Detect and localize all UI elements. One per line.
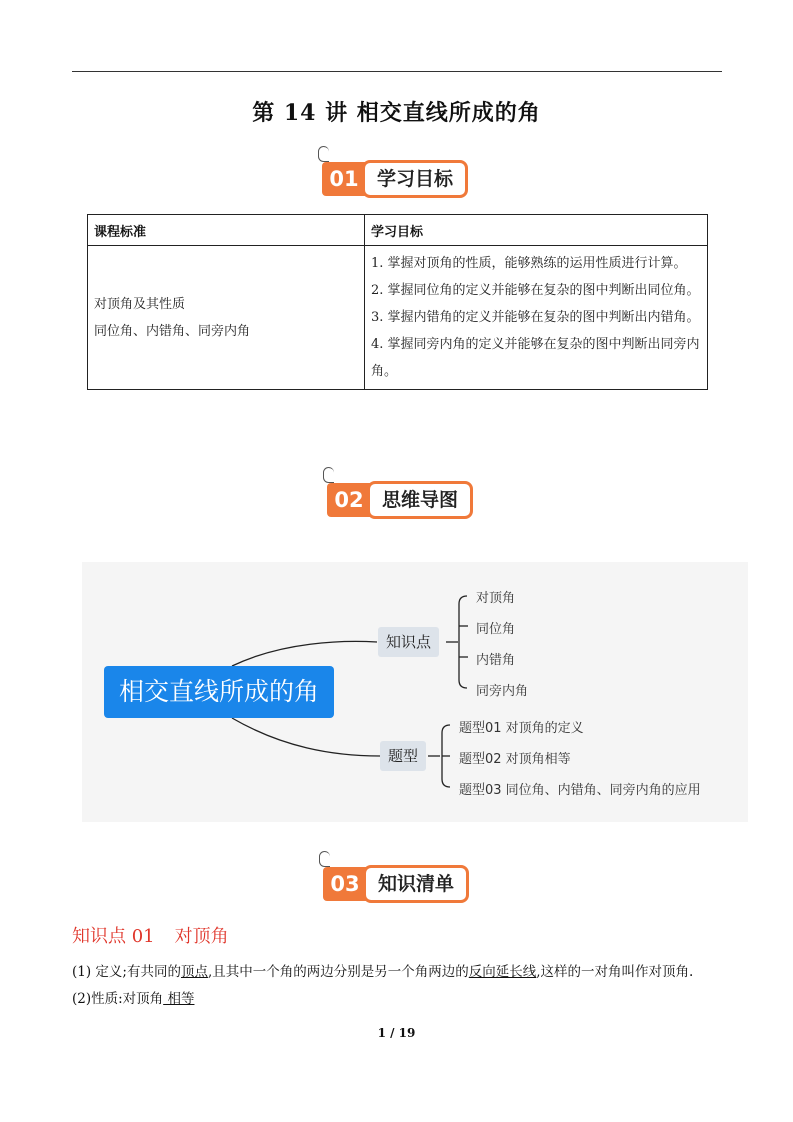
section-label: 学习目标 [362, 160, 468, 198]
goal-item: 4. 掌握同旁内角的定义并能够在复杂的图中判断出同旁内角。 [371, 337, 700, 379]
text: ,这样的一对角叫作对顶角. [536, 964, 694, 980]
mind-map-leaf: 题型01 对顶角的定义 [459, 721, 584, 736]
underlined-term: 相等 [163, 991, 195, 1007]
page-number: 1 / 19 [377, 1026, 416, 1040]
table-header: 学习目标 [365, 215, 708, 246]
mind-map-leaf: 题型02 对顶角相等 [459, 752, 571, 767]
hook-icon [323, 467, 334, 483]
section-label: 思维导图 [367, 481, 473, 519]
knowledge-point-title [72, 922, 249, 948]
mind-map-leaf: 内错角 [476, 653, 516, 668]
page-title: 第 14 讲 相交直线所成的角 [252, 100, 541, 126]
table-header: 课程标准 [88, 215, 365, 246]
goal-item: 1. 掌握对顶角的性质，能够熟练的运用性质进行计算。 [371, 256, 687, 271]
knowledge-point-number: 知识点 01 [72, 926, 155, 947]
table-row [88, 246, 708, 390]
standard-item: 对顶角及其性质 [94, 296, 186, 312]
mind-map-root: 相交直线所成的角 [104, 666, 334, 718]
goal-item: 2. 掌握同位角的定义并能够在复杂的图中判断出同位角。 [371, 283, 700, 298]
mind-map-leaf: 同位角 [476, 622, 516, 637]
mind-map-leaf: 题型03 同位角、内错角、同旁内角的应用 [459, 783, 701, 798]
text: (2)性质:对顶角 [72, 991, 164, 1007]
standards-cell [88, 246, 365, 390]
mind-map [82, 562, 748, 822]
property-paragraph [72, 987, 194, 1007]
header-rule [72, 71, 722, 72]
underlined-term: 反向延长线 [468, 964, 537, 980]
goal-item: 3. 掌握内错角的定义并能够在复杂的图中判断出内错角。 [371, 310, 700, 325]
hook-icon [318, 146, 329, 162]
table-header-row [88, 215, 708, 246]
mind-map-leaf: 同旁内角 [476, 684, 529, 699]
section-number: 02 [327, 483, 371, 517]
text: (1) 定义;有共同的 [72, 964, 181, 980]
section-number: 03 [323, 867, 367, 901]
mind-map-branch: 知识点 [378, 627, 439, 657]
goals-table [87, 214, 708, 390]
underlined-term: 顶点 [180, 964, 208, 980]
hook-icon [319, 851, 330, 867]
mind-map-branch: 题型 [380, 741, 426, 771]
standard-item: 同位角、内错角、同旁内角 [94, 323, 251, 339]
goals-cell [365, 246, 708, 390]
definition-paragraph [72, 960, 693, 980]
knowledge-point-name: 对顶角 [174, 926, 229, 947]
section-number: 01 [322, 162, 366, 196]
section-label: 知识清单 [363, 865, 469, 903]
text: ,且其中一个角的两边分别是另一个角两边的 [207, 964, 469, 980]
mind-map-leaf: 对顶角 [476, 591, 516, 606]
